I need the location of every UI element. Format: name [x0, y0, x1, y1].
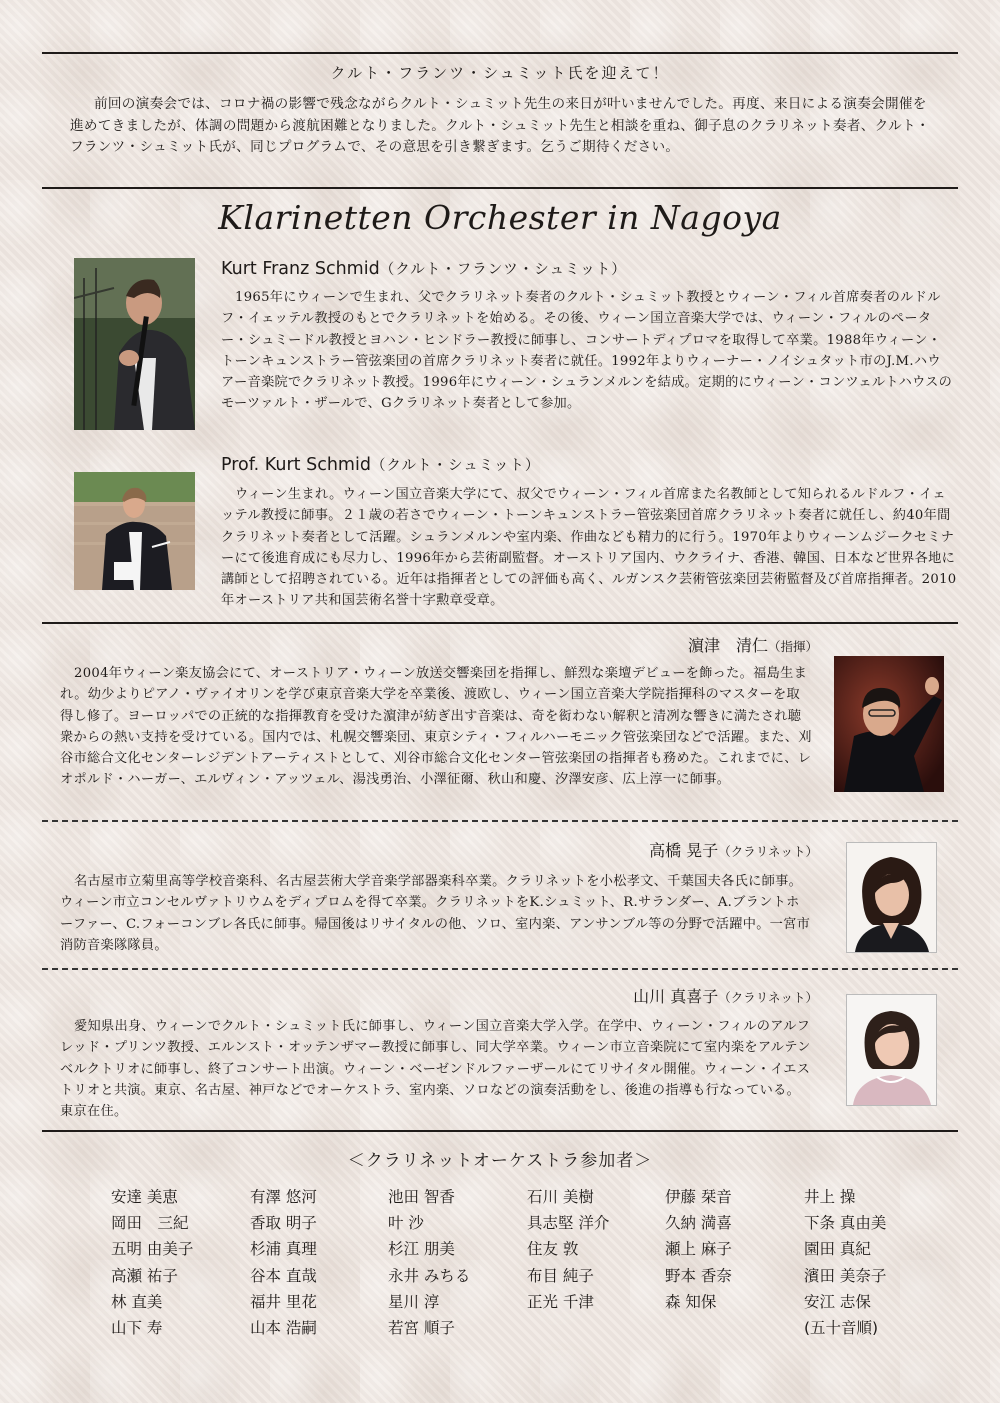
member-name: 杉江 朋美	[388, 1240, 455, 1259]
takahashi-role: （クラリネット）	[718, 844, 818, 859]
yamakawa-name-line	[560, 984, 818, 1007]
member-name: 瀬上 麻子	[665, 1240, 732, 1259]
woman-portrait-icon	[847, 843, 936, 952]
member-name: 山下 寿	[111, 1319, 163, 1338]
member-name: 安江 志保	[804, 1292, 871, 1311]
member-name: 杉浦 真理	[250, 1240, 317, 1259]
member-name: 布目 純子	[527, 1266, 594, 1285]
members-column-6	[804, 1184, 886, 1341]
kurt-photo	[74, 472, 195, 590]
members-order-note: (五十音順)	[804, 1319, 879, 1338]
member-name: 濱田 美奈子	[804, 1266, 887, 1285]
greeting-bottom-rule	[42, 187, 958, 189]
top-rule	[42, 52, 958, 54]
member-name: 叶 沙	[388, 1214, 424, 1233]
hamatsu-role: （指揮）	[767, 639, 818, 654]
member-name: 福井 里花	[250, 1292, 317, 1311]
member-name: 具志堅 洋介	[527, 1214, 610, 1233]
member-name: 永井 みちる	[388, 1266, 471, 1285]
dashed-divider-2	[42, 968, 958, 970]
kurt-franz-photo	[74, 258, 195, 430]
members-column-1	[111, 1184, 193, 1341]
member-name: 久納 満喜	[665, 1214, 732, 1233]
takahashi-name-line	[560, 838, 818, 861]
kurt-name-line	[221, 454, 540, 475]
hamatsu-photo	[834, 656, 944, 792]
member-name: 下条 真由美	[804, 1214, 887, 1233]
yamakawa-photo	[846, 994, 937, 1106]
members-column-5	[665, 1184, 732, 1315]
members-column-3	[388, 1184, 470, 1341]
kurt-name: Prof. Kurt Schmid	[221, 455, 371, 475]
hamatsu-name-line	[600, 633, 818, 656]
conductor-action-icon	[834, 656, 944, 792]
kurt-franz-kana: （クルト・フランツ・シュミット）	[379, 262, 627, 278]
kurt-bio: ウィーン生まれ。ウィーン国立音楽大学にて、叔父でウィーン・フィル首席また名教師として知られるルドルフ・イェッテル教授に師事。２１歳の若さでウィーン・トーンキュンストラー管弦楽団首席クラリネット奏者に就任し、約40年間クラリネット奏者として活躍。シュランメルンや室内楽、作曲なども精力的に行う。1970年よりウィーンムジークセミナーにて後進育成にも尽力し、1996年から芸術副監督。オーストリア国内、ウクライナ、香港、韓国、日本など世界各地に講師として招聘されている。近年は指揮者としての評価も高く、ルガンスク芸術管弦楽団芸術監督及び首席指揮者。2010年オーストリア共和国芸術名誉十字勲章受章。	[221, 487, 957, 609]
member-name: 井上 操	[804, 1188, 856, 1206]
kurt-franz-name-line	[221, 258, 627, 279]
profiles-rule	[42, 622, 958, 624]
member-name: 五明 由美子	[111, 1240, 194, 1259]
member-name: 高瀬 祐子	[111, 1266, 178, 1285]
hamatsu-bio: 2004年ウィーン楽友協会にて、オーストリア・ウィーン放送交響楽団を指揮し、鮮烈な楽壇デビューを飾った。福島生まれ。幼少よりピアノ・ヴァイオリンを学び東京音楽大学を卒業後、渡欧し、ウィーン国立音楽大学院指揮科のマスターを取得し修了。ヨーロッパでの正統的な指揮教育を受けた濵津が紡ぎ出す音楽は、奇を衒わない解釈と清冽な響きに満たされ聴衆からの熱い支持を受けている。国内では、札幌交響楽団、東京シティ・フィルハーモニック管弦楽団などで活躍。また、刈谷市総合文化センターレジデントアーティストとして、刈谷市総合文化センター管弦楽団の指揮者も務めた。これまでに、レオポルド・ハーガー、エルヴィン・アッツェル、湯浅勇治、小澤征爾、秋山和慶、汐澤安彦、広上淳一に師事。	[60, 666, 812, 788]
conductor-icon	[74, 472, 195, 590]
member-name: 若宮 順子	[388, 1319, 455, 1338]
clarinetist-icon	[74, 258, 195, 430]
member-name: 香取 明子	[250, 1214, 317, 1233]
member-name: 山本 浩嗣	[250, 1319, 317, 1338]
kurt-kana: （クルト・シュミット）	[370, 458, 541, 474]
members-title: ＜クラリネットオーケストラ参加者＞	[347, 1151, 653, 1171]
yamakawa-bio: 愛知県出身、ウィーンでクルト・シュミット氏に師事し、ウィーン国立音楽大学入学。在学中、ウィーン・フィルのアルフレッド・プリンツ教授、エルンスト・オッテンザマー教授に師事し、同大学卒業。ウィーン市立音楽院にて室内楽をアルテンベルクトリオに師事し、終了コンサート出演。ウィーン・ベーゼンドルファーザールにてリサイタル開催。ウィーン・イエストリオと共演。東京、名古屋、神戸などでオーケストラ、室内楽、ソロなどの演奏活動をし、後進の指導も行なっている。東京在住。	[60, 1019, 811, 1120]
yamakawa-name: 山川 真喜子	[633, 987, 719, 1006]
members-column-2	[250, 1184, 317, 1341]
takahashi-name: 高橋 晃子	[649, 841, 719, 860]
greeting-heading: クルト・フランツ・シュミット氏を迎えて！	[330, 64, 670, 82]
member-name: 伊藤 栞音	[665, 1188, 732, 1206]
member-name: 園田 真紀	[804, 1240, 871, 1259]
dashed-divider-1	[42, 820, 958, 822]
takahashi-bio: 名古屋市立菊里高等学校音楽科、名古屋芸術大学音楽学部器楽科卒業。クラリネットを小松孝文、千葉国夫各氏に師事。ウィーン市立コンセルヴァトリウムをディプロムを得て卒業。クラリネットをK.シュミット、R.サランダー、A.ブラントホーファー、C.フォーコンブレ各氏に師事。帰国後はリサイタルの他、ソロ、室内楽、アンサンブル等の分野で活躍中。一宮市消防音楽隊隊員。	[60, 874, 811, 953]
members-rule	[42, 1130, 958, 1132]
woman-portrait-icon	[847, 995, 936, 1105]
member-name: 野本 香奈	[665, 1266, 732, 1285]
kurt-franz-bio: 1965年にウィーンで生まれ、父でクラリネット奏者のクルト・シュミット教授とウィーン・フィル首席奏者のルドルフ・イェッテル教授のもとでクラリネットを始める。その後、ウィーン国立音楽大学では、ウィーン・フィルのペーター・シュミードル教授とヨハン・ヒンドラー教授に師事し、コンサートディプロマを取得して卒業。1988年ウィーン・トーンキュンストラー管弦楽団の首席クラリネット奏者に就任。1992年よりウィーナー・ノイシュタット市のJ.M.ハウアー音楽院でクラリネット教授。1996年にウィーン・シュランメルンを結成。定期的にウィーン・コンツェルトハウスのモーツァルト・ザールで、Gクラリネット奏者として参加。	[221, 290, 953, 412]
member-name: 有澤 悠河	[250, 1188, 317, 1206]
orchestra-title: Klarinetten Orchester in Nagoya	[218, 198, 782, 237]
member-name: 森 知保	[665, 1292, 717, 1311]
member-name: 石川 美樹	[527, 1188, 594, 1206]
kurt-franz-name: Kurt Franz Schmid	[221, 259, 380, 279]
members-column-4	[527, 1184, 609, 1315]
member-name: 住友 敦	[527, 1240, 579, 1259]
member-name: 正光 千津	[527, 1292, 594, 1311]
hamatsu-name: 濵津 清仁	[687, 636, 768, 655]
takahashi-photo	[846, 842, 937, 953]
greeting-body: 前回の演奏会では、コロナ禍の影響で残念ながらクルト・シュミット先生の来日が叶いませんでした。再度、来日による演奏会開催を進めてきましたが、体調の問題から渡航困難となりました。クルト・シュミット先生と相談を重ね、御子息のクラリネット奏者、クルト・フランツ・シュミット氏が、同じプログラムで、その意思を引き繋ぎます。乞うご期待ください。	[70, 96, 930, 155]
member-name: 池田 智香	[388, 1188, 455, 1206]
member-name: 岡田 三紀	[111, 1214, 189, 1233]
member-name: 安達 美恵	[111, 1188, 178, 1206]
yamakawa-role: （クラリネット）	[718, 990, 818, 1005]
member-name: 谷本 直哉	[250, 1266, 317, 1285]
member-name: 林 直美	[111, 1292, 163, 1311]
member-name: 星川 淳	[388, 1292, 440, 1311]
